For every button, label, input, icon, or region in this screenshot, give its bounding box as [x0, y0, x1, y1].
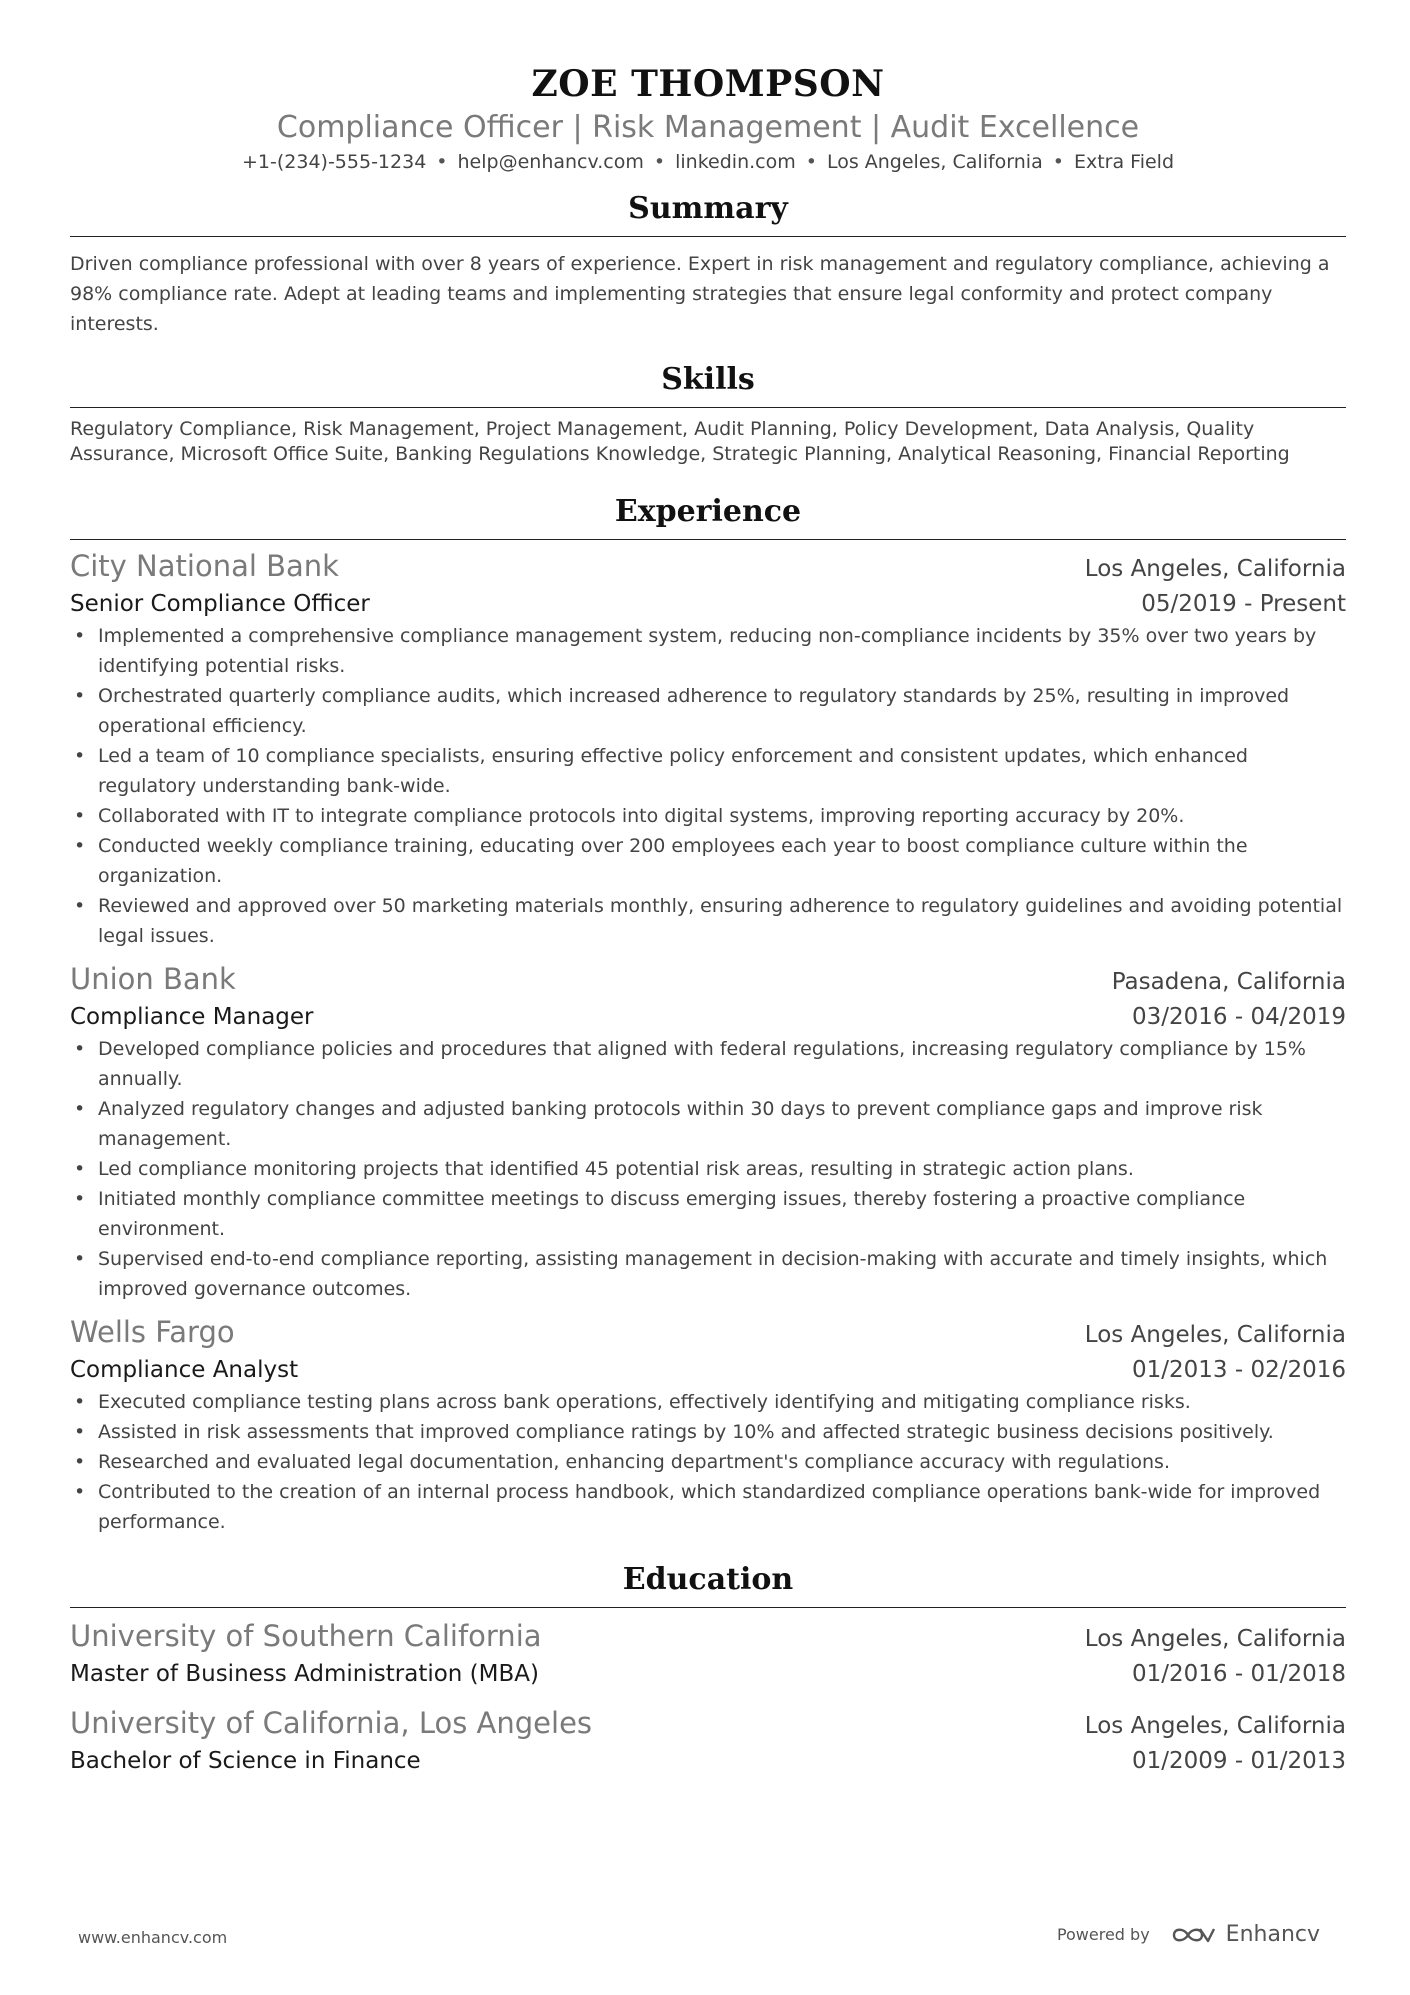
list-item: • Initiated monthly compliance committee meetings to discuss emerging issues, thereby fostering a proactive compliance environment.: [70, 1184, 1346, 1244]
bullet-separator: •: [805, 151, 817, 173]
contact-line: [70, 148, 1346, 176]
degree-name: Master of Business Administration (MBA): [70, 1661, 539, 1687]
footer-website-link[interactable]: www.enhancv.com: [78, 1928, 228, 1947]
company-name: City National Bank: [70, 549, 339, 583]
job-role-row: [70, 1353, 1346, 1387]
job-header: [70, 1312, 1346, 1353]
list-item: • Executed compliance testing plans across bank operations, effectively identifying and mitigating compliance risks.: [70, 1387, 1346, 1417]
school-name: University of California, Los Angeles: [70, 1706, 593, 1740]
list-item: • Led compliance monitoring projects that identified 45 potential risk areas, resulting in strategic action plans.: [70, 1154, 1346, 1184]
list-item: • Supervised end-to-end compliance reporting, assisting management in decision-making with accurate and timely insights, which improved governance outcomes.: [70, 1244, 1346, 1304]
degree-name: Bachelor of Science in Finance: [70, 1748, 421, 1774]
list-item: • Conducted weekly compliance training, educating over 200 employees each year to boost compliance culture within the organization.: [70, 831, 1346, 891]
job-location: Los Angeles, California: [1084, 1322, 1346, 1348]
summary-section: [70, 188, 1346, 339]
bullet-separator: •: [1052, 151, 1064, 173]
education-section: [70, 1559, 1346, 1778]
job-entry: [70, 1312, 1346, 1537]
list-item: • Reviewed and approved over 50 marketing materials monthly, ensuring adherence to regulatory guidelines and avoiding potential legal issues.: [70, 891, 1346, 951]
enhancv-logo-icon: [1170, 1923, 1216, 1947]
list-item: • Implemented a comprehensive compliance management system, reducing non-compliance incidents by 35% over two years by identifying potential risks.: [70, 621, 1346, 681]
job-bullets: [70, 621, 1346, 951]
list-item: • Developed compliance policies and procedures that aligned with federal regulations, increasing regulatory compliance by 15% annually.: [70, 1034, 1346, 1094]
job-dates: 05/2019 - Present: [1141, 591, 1346, 617]
list-item: • Assisted in risk assessments that improved compliance ratings by 10% and affected strategic business decisions positively.: [70, 1417, 1346, 1447]
degree-row: [70, 1744, 1346, 1778]
candidate-title: Compliance Officer | Risk Management | Audit Excellence: [276, 110, 1140, 145]
job-dates: 03/2016 - 04/2019: [1131, 1004, 1346, 1030]
experience-section: [70, 491, 1346, 1537]
degree-row: [70, 1657, 1346, 1691]
job-location: Pasadena, California: [1111, 969, 1346, 995]
job-header: [70, 546, 1346, 587]
education-dates: 01/2009 - 01/2013: [1131, 1748, 1346, 1774]
job-dates: 01/2013 - 02/2016: [1131, 1357, 1346, 1383]
resume-header: [70, 0, 1346, 176]
school-name: University of Southern California: [70, 1619, 542, 1653]
linkedin-link[interactable]: linkedin.com: [675, 151, 796, 173]
education-entry: [70, 1703, 1346, 1778]
bullet-separator: •: [436, 151, 448, 173]
bullet-separator: •: [653, 151, 666, 173]
school-location: Los Angeles, California: [1084, 1626, 1346, 1652]
school-location: Los Angeles, California: [1084, 1713, 1346, 1739]
job-role-row: [70, 1000, 1346, 1034]
list-item: • Orchestrated quarterly compliance audits, which increased adherence to regulatory standards by 25%, resulting in improved operational efficiency.: [70, 681, 1346, 741]
experience-heading: Experience: [70, 491, 1346, 540]
education-header: [70, 1616, 1346, 1657]
phone-number: +1-(234)-555-1234: [242, 151, 427, 173]
company-name: Wells Fargo: [70, 1315, 235, 1349]
education-heading: Education: [70, 1559, 1346, 1608]
brand-logo[interactable]: [1170, 1922, 1320, 1947]
summary-heading: Summary: [70, 188, 1346, 237]
skills-heading: Skills: [70, 359, 1346, 408]
company-name: Union Bank: [70, 962, 236, 996]
skills-section: [70, 359, 1346, 467]
location-text: Los Angeles, California: [826, 151, 1043, 173]
list-item: • Researched and evaluated legal documentation, enhancing department's compliance accuracy with regulations.: [70, 1447, 1346, 1477]
job-title: Senior Compliance Officer: [70, 591, 370, 617]
job-title: Compliance Manager: [70, 1004, 314, 1030]
job-title: Compliance Analyst: [70, 1357, 299, 1383]
job-bullets: [70, 1387, 1346, 1537]
summary-text: Driven compliance professional with over 8 years of experience. Expert in risk management and regulatory compliance, achieving a 98% compliance rate. Adept at leading teams and implementing strategies that ensure legal conformity and protect company interests.: [70, 253, 1330, 335]
powered-by-label: Powered by: [1056, 1925, 1150, 1944]
education-header: [70, 1703, 1346, 1744]
list-item: • Collaborated with IT to integrate compliance protocols into digital systems, improving reporting accuracy by 20%.: [70, 801, 1346, 831]
email-link[interactable]: help@enhancv.com: [457, 151, 644, 173]
resume-page: [70, 0, 1346, 1778]
job-header: [70, 959, 1346, 1000]
list-item: • Contributed to the creation of an internal process handbook, which standardized compliance operations bank-wide for improved performance.: [70, 1477, 1346, 1537]
candidate-name: ZOE THOMPSON: [531, 63, 885, 105]
extra-field: Extra Field: [1073, 151, 1174, 173]
list-item: • Led a team of 10 compliance specialists, ensuring effective policy enforcement and consistent updates, which enhanced regulatory understanding bank-wide.: [70, 741, 1346, 801]
footer-branding: [1057, 1922, 1320, 1947]
job-role-row: [70, 587, 1346, 621]
brand-name: Enhancv: [1225, 1922, 1320, 1947]
job-entry: [70, 959, 1346, 1304]
education-entry: [70, 1616, 1346, 1691]
education-dates: 01/2016 - 01/2018: [1131, 1661, 1346, 1687]
job-entry: [70, 546, 1346, 951]
skills-text: Regulatory Compliance, Risk Management, Project Management, Audit Planning, Policy Development, Data Analysis, Quality Assurance, Microsoft Office Suite, Banking Regulations Knowledge, Strategic Planning, Analytical Reasoning, Financial Reporting: [70, 418, 1290, 465]
job-location: Los Angeles, California: [1084, 556, 1346, 582]
list-item: • Analyzed regulatory changes and adjusted banking protocols within 30 days to prevent compliance gaps and improve risk management.: [70, 1094, 1346, 1154]
job-bullets: [70, 1034, 1346, 1304]
